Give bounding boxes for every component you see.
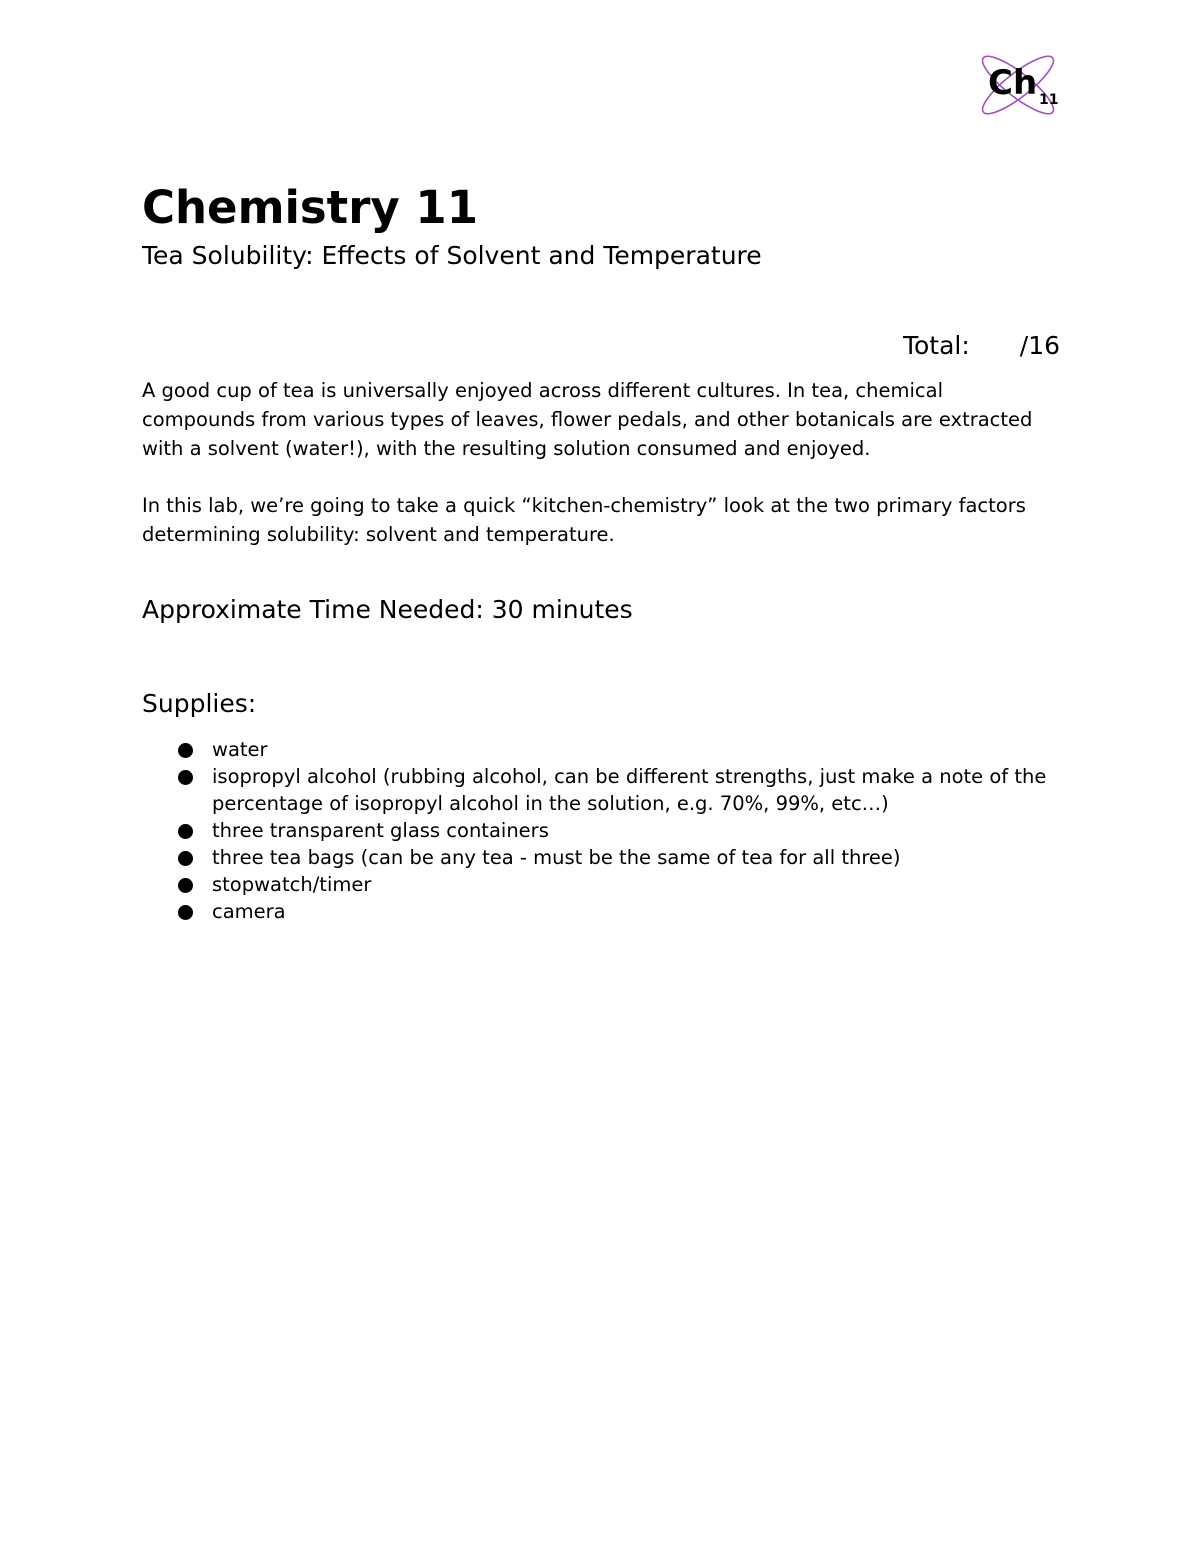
bullet-icon xyxy=(178,770,193,785)
supply-item-text: three tea bags (can be any tea - must be the same of tea for all three) xyxy=(212,846,901,869)
list-item xyxy=(142,817,1060,844)
logo-subscript: 11 xyxy=(1039,92,1059,108)
atom-orbit-icon xyxy=(972,50,1064,120)
intro-paragraph-2: In this lab, we’re going to take a quick “kitchen-chemistry” look at the two primary factors determining solubility: solvent and temperature. xyxy=(142,494,1026,546)
score-value: /16 xyxy=(1019,331,1060,360)
supplies-list xyxy=(142,736,1060,925)
list-item xyxy=(142,844,1060,871)
supply-item-text: stopwatch/timer xyxy=(212,873,372,896)
document-body xyxy=(142,180,1060,925)
bullet-icon xyxy=(178,743,193,758)
supply-item-text: isopropyl alcohol (rubbing alcohol, can be different strengths, just make a note of the percentage of isopropyl alcohol in the solution, e.g. 70%, 99%, etc…) xyxy=(212,765,1047,815)
score-label: Total: xyxy=(902,331,970,360)
list-item xyxy=(142,871,1060,898)
supply-item-text: camera xyxy=(212,900,286,923)
supply-item-text: water xyxy=(212,738,268,761)
bullet-icon xyxy=(178,851,193,866)
lab-title: Tea Solubility: Effects of Solvent and Temperature xyxy=(142,241,762,270)
list-item xyxy=(142,763,1060,817)
bullet-icon xyxy=(178,824,193,839)
list-item xyxy=(142,736,1060,763)
list-item xyxy=(142,898,1060,925)
supply-item-text: three transparent glass containers xyxy=(212,819,549,842)
score-total xyxy=(142,330,1060,362)
bullet-icon xyxy=(178,878,193,893)
time-needed-heading: Approximate Time Needed: 30 minutes xyxy=(142,595,633,624)
bullet-icon xyxy=(178,905,193,920)
logo-main-text: Ch xyxy=(988,63,1038,103)
course-title: Chemistry 11 xyxy=(142,181,479,234)
intro-paragraph: A good cup of tea is universally enjoyed across different cultures. In tea, chemical compounds from various types of leaves, flower pedals, and other botanicals are extracted with a solvent (water!), with the resulting solution consumed and enjoyed. xyxy=(142,379,1033,460)
chemistry-logo xyxy=(972,50,1064,120)
supplies-heading: Supplies: xyxy=(142,689,257,718)
